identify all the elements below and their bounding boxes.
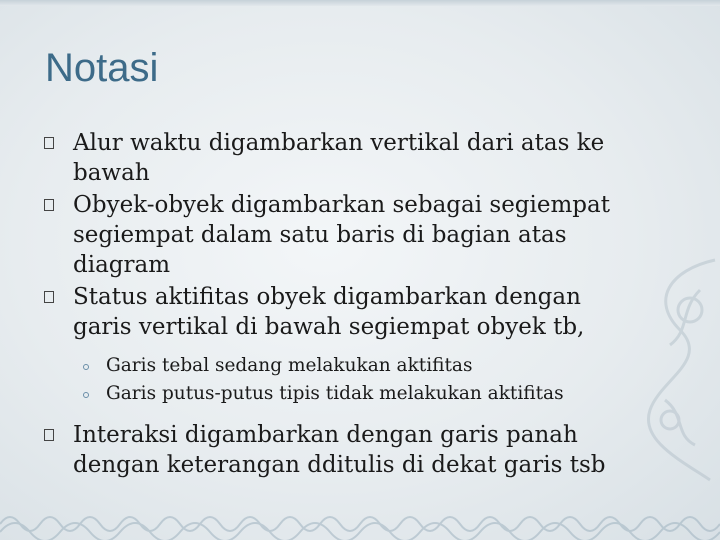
content-list (44, 128, 694, 482)
bullet-line: segiempat dalam satu baris di bagian atas (73, 222, 567, 248)
bullet-line: Obyek-obyek digambarkan sebagai segiempat (73, 192, 610, 218)
slide-title: Notasi (45, 46, 159, 90)
top-border (0, 0, 720, 6)
bullet-line: dengan keterangan dditulis di dekat garis tsb (73, 452, 606, 478)
square-bullet-icon (44, 137, 54, 149)
square-bullet-icon (44, 199, 54, 211)
bullet-line: Alur waktu digambarkan vertikal dari atas ke (73, 130, 605, 156)
bullet-item (44, 128, 694, 188)
bullet-line: diagram (73, 252, 171, 278)
square-bullet-icon (44, 429, 54, 441)
ring-bullet-icon (83, 364, 89, 370)
bullet-line: garis vertikal di bawah segiempat obyek tb, (73, 314, 585, 340)
sub-bullet-item (81, 352, 694, 380)
square-bullet-icon (44, 291, 54, 303)
ring-bullet-icon (83, 392, 89, 398)
bullet-item (44, 190, 694, 280)
bullet-line: Status aktifitas obyek digambarkan dengan (73, 284, 581, 310)
bullet-item (44, 282, 694, 342)
sub-bullet-text: Garis putus-putus tipis tidak melakukan aktifitas (106, 383, 564, 404)
bullet-line: bawah (73, 160, 150, 186)
sub-bullet-text: Garis tebal sedang melakukan aktifitas (106, 355, 473, 376)
wave-border-icon (0, 504, 720, 540)
sub-bullet-list (44, 352, 694, 408)
sub-bullet-item (81, 380, 694, 408)
bullet-line: Interaksi digambarkan dengan garis panah (73, 422, 578, 448)
bullet-item (44, 420, 694, 480)
